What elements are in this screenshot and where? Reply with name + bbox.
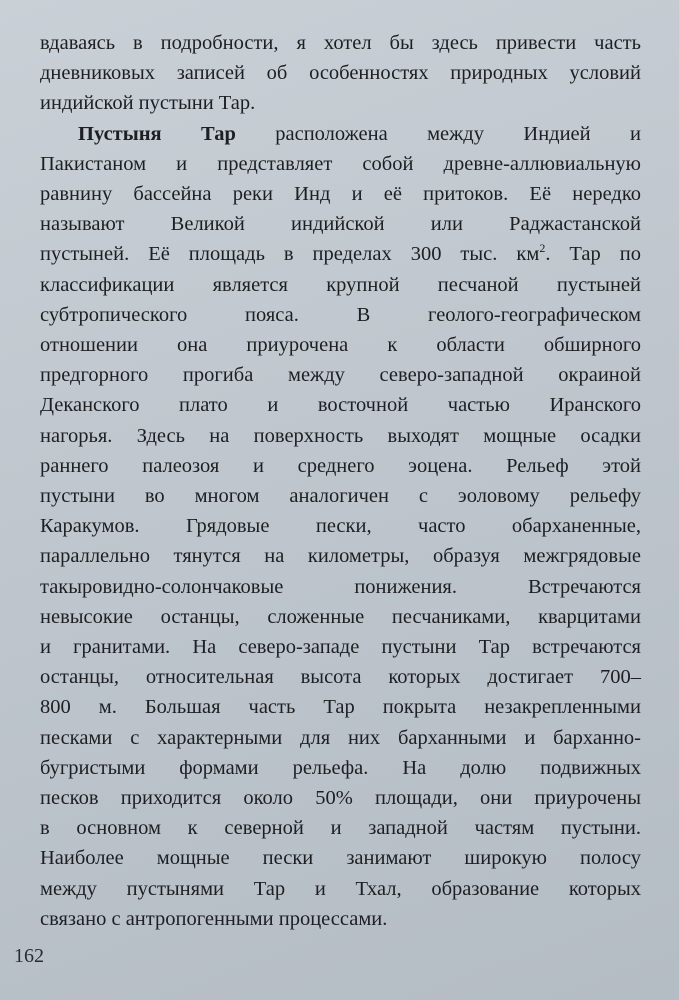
text-line: индийской пустыни Тар. [40, 92, 256, 115]
text-line: предгорного прогиба между северо-западной окраиной [40, 364, 641, 387]
text-line [40, 239, 641, 269]
text-line: равнину бассейна реки Инд и её притоков. Её нередко [40, 183, 641, 206]
text-line: такыровидно-солончаковые понижения. Встречаются [40, 575, 641, 598]
text-line: Наиболее мощные пески занимают широкую полосу [40, 847, 641, 870]
body-text [40, 28, 641, 934]
text-line: 800 м. Большая часть Тар покрыта незакрепленными [40, 696, 641, 719]
text-line: параллельно тянутся на километры, образуя межгрядовые [40, 545, 641, 568]
text-line: Каракумов. Грядовые пески, часто обарханенные, [40, 515, 641, 538]
text-line: останцы, относительная высота которых достигает 700– [40, 666, 641, 689]
text-line: раннего палеозоя и среднего эоцена. Рельеф этой [40, 454, 641, 477]
superscript: 2 [539, 241, 546, 256]
text-line: Пакистаном и представляет собой древне-аллювиальную [40, 152, 641, 175]
text-fragment: пустыней. Её площадь в пределах 300 тыс. км [40, 243, 540, 266]
text-line: бугристыми формами рельефа. На долю подвижных [40, 756, 641, 779]
bold-term: Пустыня Тар [78, 122, 236, 145]
text-fragment: расположена между Индией и [235, 122, 641, 145]
text-line: между пустынями Тар и Тхал, образование которых [40, 877, 641, 900]
text-line: в основном к северной и западной частям пустыни. [40, 817, 641, 840]
text-line: субтропического пояса. В геолого-географическом [40, 303, 641, 326]
text-line: песков приходится около 50% площади, они приурочены [40, 787, 641, 810]
paragraph-1 [40, 28, 641, 119]
text-line: отношении она приурочена к области обширного [40, 334, 641, 357]
text-line: связано с антропогенными процессами. [40, 907, 388, 930]
text-line: вдаваясь в подробности, я хотел бы здесь привести часть [40, 32, 641, 54]
text-line: невысокие останцы, сложенные песчаниками, кварцитами [40, 605, 641, 628]
page-number: 162 [14, 945, 44, 967]
text-line [40, 119, 641, 149]
text-line: песками с характерными для них барханными и барханно- [40, 726, 641, 749]
text-line: нагорья. Здесь на поверхность выходят мощные осадки [40, 424, 641, 447]
text-fragment: . Тар по [545, 243, 641, 266]
text-line: классификации является крупной песчаной пустыней [40, 273, 641, 296]
text-line: дневниковых записей об особенностях природных условий [40, 62, 641, 85]
text-line: Деканского плато и восточной частью Иранского [40, 394, 641, 417]
text-line: называют Великой индийской или Раджастанской [40, 213, 641, 236]
text-line: и гранитами. На северо-западе пустыни Тар встречаются [40, 636, 641, 659]
paragraph-2 [40, 119, 641, 934]
text-line: пустыни во многом аналогичен с эоловому рельефу [40, 485, 641, 508]
